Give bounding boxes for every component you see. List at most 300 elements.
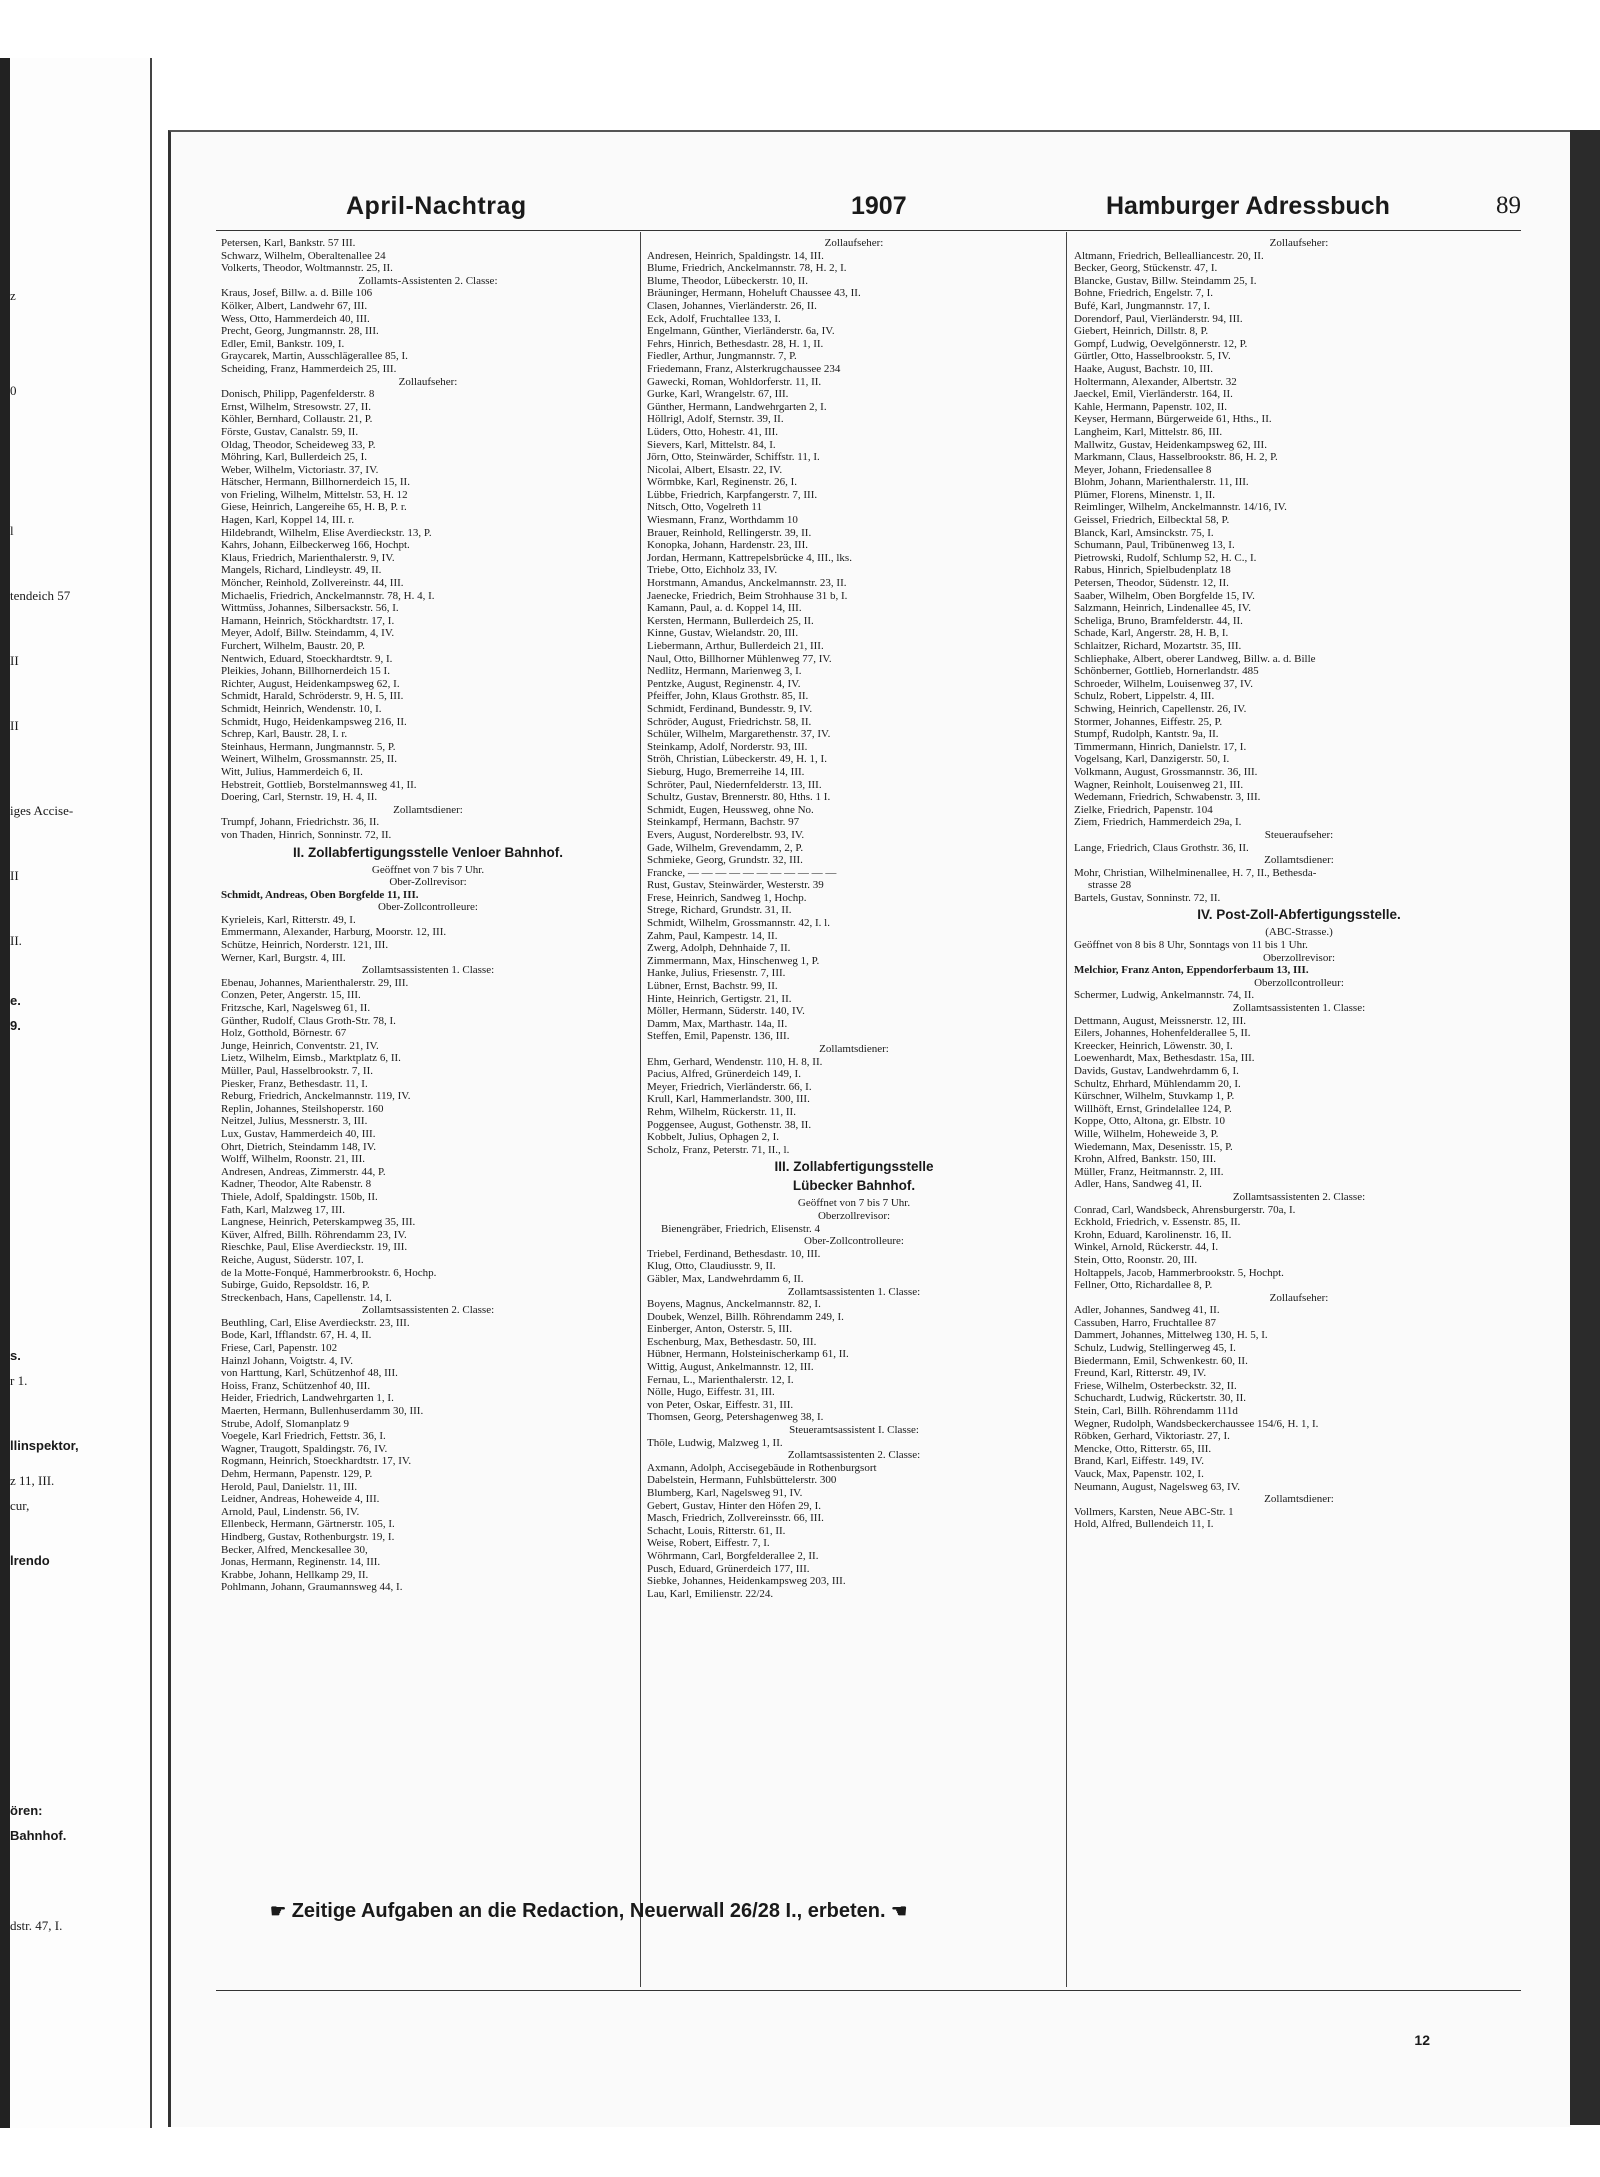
directory-entry: Gäbler, Max, Landwehrdamm 6, II. <box>647 1272 804 1285</box>
directory-entry: Schulz, Robert, Lippelstr. 4, III. <box>1074 690 1215 703</box>
column-divider-1 <box>640 232 641 1987</box>
left-fragment-text: II. <box>10 933 22 948</box>
directory-entry: Weinert, Wilhelm, Grossmannstr. 25, II. <box>221 753 397 766</box>
directory-entry: Dabelstein, Hermann, Fuhlsbüttelerstr. 300 <box>647 1474 837 1487</box>
header-year: 1907 <box>851 192 907 220</box>
directory-entry: Schmidt, Heinrich, Wendenstr. 10, I. <box>221 702 382 715</box>
directory-entry: Nentwich, Eduard, Stoeckhardtstr. 9, I. <box>221 652 393 665</box>
directory-entry: Andresen, Heinrich, Spaldingstr. 14, III. <box>647 249 824 262</box>
directory-entry: Gompf, Ludwig, Oevelgönnerstr. 12, P. <box>1074 337 1248 350</box>
directory-entry: Gebert, Gustav, Hinter den Höfen 29, I. <box>647 1499 822 1512</box>
directory-entry: Hildebrandt, Wilhelm, Elise Averdieckstr. 13, P. <box>221 526 432 539</box>
role-heading: Ober-Zollcontrolleure: <box>378 901 478 914</box>
directory-entry: Schultz, Gustav, Brennerstr. 80, Hths. 1 I. <box>647 791 831 804</box>
directory-entry: Scholz, Franz, Peterstr. 71, II., l. <box>647 1143 790 1156</box>
role-heading: Zollamtsassistenten 2. Classe: <box>787 1449 921 1462</box>
directory-entry: Vauck, Max, Papenstr. 102, I. <box>1074 1468 1204 1480</box>
directory-entry: Strube, Adolf, Slomanplatz 9 <box>221 1417 350 1430</box>
directory-entry: Edler, Emil, Bankstr. 109, I. <box>221 337 345 350</box>
directory-entry: Gurke, Karl, Wrangelstr. 67, III. <box>647 388 789 401</box>
directory-entry: Pleikies, Johann, Billhornerdeich 15 I. <box>221 665 390 678</box>
directory-entry: Giese, Heinrich, Langereihe 65, H. B, P. r. <box>221 501 407 514</box>
directory-entry: Einberger, Anton, Osterstr. 5, III. <box>647 1323 793 1336</box>
directory-entry: Adler, Johannes, Sandweg 41, II. <box>1074 1304 1220 1317</box>
left-fragment-text: II <box>10 868 19 883</box>
directory-entry: Poggensee, August, Gothenstr. 38, II. <box>647 1118 812 1131</box>
directory-entry: Dammert, Johannes, Mittelweg 130, H. 5, I. <box>1074 1329 1268 1342</box>
directory-entry: Lange, Friedrich, Claus Grothstr. 36, II. <box>1074 841 1249 854</box>
left-fragment-text: e. <box>10 993 21 1008</box>
directory-entry: Keyser, Hermann, Bürgerweide 61, Hths., II. <box>1074 413 1272 426</box>
page-header <box>216 192 1521 228</box>
directory-entry: Schade, Karl, Angerstr. 28, H. B, I. <box>1074 627 1229 640</box>
directory-entry: Strege, Richard, Grundstr. 31, II. <box>647 904 792 917</box>
directory-entry: Schlaitzer, Richard, Mozartstr. 35, III. <box>1074 640 1242 652</box>
role-heading: Zollaufseher: <box>398 375 458 388</box>
section-heading: II. Zollabfertigungsstelle Venloer Bahnhof. <box>292 844 564 860</box>
directory-entry: Zahm, Paul, Kampestr. 14, II. <box>647 929 778 942</box>
directory-entry: Pacius, Alfred, Grünerdeich 149, I. <box>647 1068 801 1081</box>
directory-entry: Hagen, Karl, Koppel 14, III. r. <box>221 514 355 527</box>
directory-entry: Jaenecke, Friedrich, Beim Strohhause 31 b, I. <box>647 589 848 602</box>
directory-entry: Maerten, Hermann, Bullenhuserdamm 30, III. <box>221 1405 424 1418</box>
directory-entry: Wittmüss, Johannes, Silbersackstr. 56, I. <box>221 602 399 615</box>
directory-entry: Vogelsang, Karl, Danzigerstr. 50, I. <box>1074 753 1230 766</box>
directory-entry: Furchert, Wilhelm, Baustr. 20, P. <box>221 640 365 652</box>
directory-entry: Saaber, Wilhelm, Oben Borgfelde 15, IV. <box>1074 589 1255 602</box>
directory-entry: Loewenhardt, Max, Bethesdastr. 15a, III. <box>1074 1052 1255 1065</box>
directory-entry: Scheliga, Bruno, Bramfelderstr. 44, II. <box>1074 614 1243 627</box>
directory-entry: Schmieke, Georg, Grundstr. 32, III. <box>647 854 803 867</box>
directory-entry: Adler, Hans, Sandweg 41, II. <box>1074 1178 1202 1191</box>
directory-entry: Petersen, Karl, Bankstr. 57 III. <box>221 237 356 249</box>
directory-entry: Markmann, Claus, Hasselbrookstr. 86, H. 2, P. <box>1074 451 1278 464</box>
role-heading: Zollamtsassistenten 1. Classe: <box>361 964 495 977</box>
directory-entry: Friese, Carl, Papenstr. 102 <box>221 1342 338 1355</box>
role-heading: Oberzollcontrolleur: <box>1254 976 1344 989</box>
directory-entry: Bienengräber, Friedrich, Elisenstr. 4 <box>661 1222 821 1235</box>
directory-entry: Blanck, Karl, Amsinckstr. 75, I. <box>1074 526 1214 539</box>
directory-entry: Fernau, L., Marienthalerstr. 12, I. <box>647 1373 794 1386</box>
directory-entry: Becker, Georg, Stückenstr. 47, I. <box>1074 262 1218 275</box>
directory-entry: Dorendorf, Paul, Vierländerstr. 94, III. <box>1074 312 1243 325</box>
directory-entry: Vollmers, Karsten, Neue ABC-Str. 1 <box>1074 1505 1234 1518</box>
directory-entry: Schliephake, Albert, oberer Landweg, Billw. a. d. Bille <box>1074 652 1316 665</box>
directory-entry: Ziem, Friedrich, Hammerdeich 29a, I. <box>1074 816 1242 829</box>
directory-entry: Sieburg, Hugo, Bremerreihe 14, III. <box>647 765 805 778</box>
directory-entry: Triebe, Otto, Eichholz 33, IV. <box>647 564 778 577</box>
directory-entry: Schütze, Heinrich, Norderstr. 121, III. <box>221 939 389 952</box>
directory-entry: Horstmann, Amandus, Anckelmannstr. 23, II. <box>647 577 847 590</box>
left-fragment-text: ören: <box>10 1803 43 1818</box>
directory-entry: Leidner, Andreas, Hoheweide 4, III. <box>221 1493 380 1506</box>
directory-entry: Lux, Gustav, Hammerdeich 40, III. <box>221 1127 376 1140</box>
directory-entry: Richter, August, Heidenkampsweg 62, I. <box>221 677 400 690</box>
directory-entry: Hanke, Julius, Friesenstr. 7, III. <box>647 967 786 980</box>
left-fragment-text: iges Accise- <box>10 803 74 818</box>
directory-entry: Donisch, Philipp, Pagenfelderstr. 8 <box>221 388 375 401</box>
directory-entry: Pfeiffer, John, Klaus Grothstr. 85, II. <box>647 690 809 703</box>
directory-entry: Geissel, Friedrich, Eilbecktal 58, P. <box>1074 514 1230 527</box>
directory-entry: Stein, Carl, Billh. Röhrendamm 111d <box>1074 1405 1238 1418</box>
directory-entry: Kürschner, Wilhelm, Stuvkamp 1, P. <box>1074 1090 1235 1103</box>
directory-entry: Freund, Karl, Ritterstr. 49, IV. <box>1074 1367 1207 1380</box>
directory-entry: Wolff, Wilhelm, Roonstr. 21, III. <box>221 1153 366 1166</box>
directory-entry: Bode, Karl, Ifflandstr. 67, H. 4, II. <box>221 1329 372 1342</box>
directory-entry: Schumann, Paul, Tribünenweg 13, I. <box>1074 539 1235 552</box>
directory-entry: Wedemann, Friedrich, Schwabenstr. 3, III. <box>1074 791 1261 804</box>
directory-entry: Lietz, Wilhelm, Eimsb., Marktplatz 6, II. <box>221 1052 401 1065</box>
directory-entry: Pietrowski, Rudolf, Schlump 52, H. C., I. <box>1074 551 1257 564</box>
directory-entry: Melchior, Franz Anton, Eppendorferbaum 13, III. <box>1074 964 1309 977</box>
left-fragment-text: Bahnhof. <box>10 1828 67 1843</box>
directory-entry: Kölker, Albert, Landwehr 67, III. <box>221 299 368 312</box>
directory-entry: Rogmann, Heinrich, Stoeckhardtstr. 17, IV. <box>221 1455 412 1468</box>
directory-entry: Wöhrmann, Carl, Borgfelderallee 2, II. <box>647 1549 819 1562</box>
directory-entry: Blume, Theodor, Lübeckerstr. 10, II. <box>647 274 808 287</box>
directory-entry: Eilers, Johannes, Hohenfelderallee 5, II. <box>1074 1027 1251 1040</box>
directory-entry: Siebke, Johannes, Heidenkampsweg 203, III. <box>647 1575 846 1588</box>
directory-entry: Jordan, Hermann, Kattrepelsbrücke 4, III., lks. <box>647 551 852 564</box>
directory-entry: Schroeder, Wilhelm, Louisenweg 37, IV. <box>1074 677 1253 690</box>
directory-entry: Petersen, Theodor, Südenstr. 12, II. <box>1074 577 1229 590</box>
left-fragment-text: II <box>10 653 19 668</box>
directory-entry: Subirge, Guido, Repsoldstr. 16, P. <box>221 1279 370 1292</box>
directory-entry: Fehrs, Hinrich, Bethesdastr. 28, H. 1, II. <box>647 337 824 350</box>
directory-entry: Steinhaus, Hermann, Jungmannstr. 5, P. <box>221 740 396 753</box>
directory-entry: Plümer, Florens, Minenstr. 1, II. <box>1074 488 1216 501</box>
directory-entry: Naul, Otto, Billhorner Mühlenweg 77, IV. <box>647 652 832 665</box>
directory-entry: Ellenbeck, Hermann, Gärtnerstr. 105, I. <box>221 1518 395 1531</box>
directory-entry: Blancke, Gustav, Billw. Steindamm 25, I. <box>1074 274 1257 287</box>
directory-entry: Möncher, Reinhold, Zollvereinstr. 44, III. <box>221 577 404 590</box>
directory-entry: Küver, Alfred, Billh. Röhrendamm 23, IV. <box>221 1228 407 1241</box>
directory-entry: Ebenau, Johannes, Marienthalerstr. 29, III. <box>221 976 409 989</box>
directory-entry: Schmidt, Hugo, Heidenkampsweg 216, II. <box>221 715 407 728</box>
directory-entry: Timmermann, Hinrich, Danielstr. 17, I. <box>1074 740 1247 753</box>
directory-entry: Schacht, Louis, Ritterstr. 61, II. <box>647 1524 786 1537</box>
directory-entry: Pentzke, August, Reginenstr. 4, IV. <box>647 677 801 690</box>
directory-entry: Replin, Johannes, Steilshoperstr. 160 <box>221 1102 384 1115</box>
directory-entry: Jonas, Hermann, Reginenstr. 14, III. <box>221 1556 381 1569</box>
directory-entry: Eckhold, Friedrich, v. Essenstr. 85, II. <box>1074 1216 1241 1229</box>
directory-entry: Kobbelt, Julius, Ophagen 2, I. <box>647 1131 779 1144</box>
directory-entry: Nedlitz, Hermann, Marienweg 3, I. <box>647 665 802 678</box>
directory-entry: von Peter, Oskar, Eiffestr. 31, III. <box>647 1398 794 1411</box>
directory-entry: Wegner, Rudolph, Wandsbeckerchaussee 154/6, H. 1, I. <box>1074 1417 1319 1430</box>
directory-entry: Fellner, Otto, Richardallee 8, P. <box>1074 1279 1213 1292</box>
directory-entry: Hinte, Heinrich, Gertigstr. 21, II. <box>647 992 792 1005</box>
left-page-fragment <box>0 58 152 2128</box>
column-1 <box>221 237 635 1992</box>
directory-entry: Graycarek, Martin, Ausschlägerallee 85, I. <box>221 350 408 363</box>
directory-entry: Müller, Paul, Hasselbrookstr. 7, II. <box>221 1065 374 1077</box>
directory-entry: Bufé, Karl, Jungmannstr. 17, I. <box>1074 299 1210 312</box>
directory-entry: Klug, Otto, Claudiusstr. 9, II. <box>647 1260 776 1273</box>
directory-entry: Altmann, Friedrich, Bellealliancestr. 20, II. <box>1074 249 1264 262</box>
directory-entry: Rust, Gustav, Steinwärder, Westerstr. 39 <box>647 879 824 892</box>
directory-entry: Jörn, Otto, Steinwärder, Schiffstr. 11, I. <box>647 451 820 464</box>
left-fragment-text: 0 <box>10 383 17 398</box>
directory-entry: Langnese, Heinrich, Peterskampweg 35, III. <box>221 1216 416 1229</box>
directory-entry: Holtermann, Alexander, Albertstr. 32 <box>1074 375 1237 388</box>
directory-entry: Köhler, Bernhard, Collaustr. 21, P. <box>221 413 373 426</box>
directory-entry: Klaus, Friedrich, Marienthalerstr. 9, IV. <box>221 551 395 564</box>
directory-entry: Günther, Hermann, Landwehrgarten 2, I. <box>647 400 827 413</box>
directory-entry: von Frieling, Wilhelm, Mittelstr. 53, H. 12 <box>221 488 408 501</box>
directory-entry: von Thaden, Hinrich, Sonninstr. 72, II. <box>221 828 392 841</box>
directory-entry: Rieschke, Paul, Elise Averdieckstr. 19, III. <box>221 1241 408 1254</box>
role-heading: Steueramtsassistent I. Classe: <box>789 1424 919 1437</box>
directory-entry: Reimlinger, Wilhelm, Anckelmannstr. 14/16, IV. <box>1074 501 1287 514</box>
directory-entry: Liebermann, Arthur, Bullerdeich 21, III. <box>647 640 824 652</box>
directory-entry: Jaeckel, Emil, Vierländerstr. 164, II. <box>1074 388 1233 401</box>
column-2 <box>647 237 1061 1992</box>
directory-entry: Davids, Gustav, Landwehrdamm 6, I. <box>1074 1065 1239 1077</box>
directory-entry: Schröder, August, Friedrichstr. 58, II. <box>647 715 812 728</box>
directory-entry: Zwerg, Adolph, Dehnhaide 7, II. <box>647 942 791 955</box>
left-fragment-text: s. <box>10 1348 21 1363</box>
directory-entry: Hainzl Johann, Voigtstr. 4, IV. <box>221 1354 354 1367</box>
directory-entry: Hold, Alfred, Bullendeich 11, I. <box>1074 1518 1214 1531</box>
directory-entry: Heider, Friedrich, Landwehrgarten 1, I. <box>221 1392 394 1405</box>
directory-entry: Stumpf, Rudolph, Kantstr. 9a, II. <box>1074 728 1219 741</box>
pointing-hand-icon: ☛ <box>270 1901 287 1921</box>
directory-entry: Masch, Friedrich, Zollvereinsstr. 66, III. <box>647 1512 824 1525</box>
directory-entry: Wiesmann, Franz, Worthdamm 10 <box>647 514 798 527</box>
page-edge-shadow <box>0 58 10 2128</box>
directory-entry: Mangels, Richard, Lindleystr. 49, II. <box>221 564 382 577</box>
directory-entry: Conzen, Peter, Angerstr. 15, III. <box>221 989 361 1002</box>
left-fragment-text: lrendo <box>10 1553 50 1568</box>
directory-entry: Reburg, Friedrich, Anckelmannstr. 119, IV. <box>221 1090 411 1103</box>
section-heading: III. Zollabfertigungsstelle <box>774 1159 934 1175</box>
directory-entry: Bohne, Friedrich, Engelstr. 7, I. <box>1074 287 1214 300</box>
directory-entry: Schmidt, Wilhelm, Grossmannstr. 42, I. l. <box>647 917 830 930</box>
directory-entry: Witt, Julius, Hammerdeich 6, II. <box>221 765 363 778</box>
directory-entry: Bräuninger, Hermann, Hoheluft Chaussee 43, II. <box>647 287 861 300</box>
directory-entry: Röbken, Gerhard, Viktoriastr. 27, I. <box>1074 1430 1230 1443</box>
directory-entry: Becker, Alfred, Menckesallee 30, <box>221 1543 368 1556</box>
directory-entry: Lau, Karl, Emilienstr. 22/24. <box>647 1587 774 1600</box>
directory-entry: Trumpf, Johann, Friedrichstr. 36, II. <box>221 816 380 829</box>
directory-entry: Giebert, Heinrich, Dillstr. 8, P. <box>1074 325 1209 338</box>
directory-entry: Rabus, Hinrich, Spielbudenplatz 18 <box>1074 564 1231 577</box>
directory-entry: Wörmbke, Karl, Reginenstr. 26, I. <box>647 476 797 489</box>
directory-entry: Schermer, Ludwig, Ankelmannstr. 74, II. <box>1074 989 1255 1002</box>
directory-entry: Wagner, Reinholt, Louisenweg 21, III. <box>1074 778 1244 791</box>
role-heading: Zollamts-Assistenten 2. Classe: <box>358 274 498 287</box>
footer-notice <box>270 1900 907 1923</box>
directory-entry: Werner, Karl, Burgstr. 4, III. <box>221 951 346 964</box>
directory-entry: Lübbe, Friedrich, Karpfangerstr. 7, III. <box>647 488 818 501</box>
directory-entry: Pusch, Eduard, Grünerdeich 177, III. <box>647 1562 810 1575</box>
directory-entry: Meyer, Johann, Friedensallee 8 <box>1074 463 1212 476</box>
role-heading: Zollamtsdiener: <box>1264 854 1334 867</box>
footer-rule <box>216 1990 1521 1991</box>
directory-entry: Fritzsche, Karl, Nagelsweg 61, II. <box>221 1002 371 1015</box>
directory-entry: Kahrs, Johann, Eilbeckerweg 166, Hochpt. <box>221 539 410 552</box>
column-divider-2 <box>1066 232 1067 1987</box>
role-heading: Zollamtsassistenten 1. Classe: <box>787 1285 921 1298</box>
directory-entry: Schröter, Paul, Niedernfelderstr. 13, III. <box>647 778 822 791</box>
pointing-hand-left-icon: ☚ <box>891 1901 908 1921</box>
role-heading: Steueraufseher: <box>1264 828 1334 841</box>
directory-entry: Dettmann, August, Meissnerstr. 12, III. <box>1074 1014 1247 1027</box>
section-heading: Lübecker Bahnhof. <box>792 1178 916 1194</box>
directory-entry: Kahle, Hermann, Papenstr. 102, II. <box>1074 400 1228 413</box>
directory-entry: Eschenburg, Max, Bethesdastr. 50, III. <box>647 1335 817 1348</box>
directory-entry: Fath, Karl, Malzweg 17, III. <box>221 1203 346 1216</box>
directory-entry: Neitzel, Julius, Messnerstr. 3, III. <box>221 1115 368 1128</box>
directory-entry: Doubek, Wenzel, Billh. Röhrendamm 249, I. <box>647 1310 844 1323</box>
directory-entry: Höllrigl, Adolf, Sternstr. 39, II. <box>647 413 784 426</box>
directory-entry: Fiedler, Arthur, Jungmannstr. 7, P. <box>647 350 797 363</box>
footer-text: Zeitige Aufgaben an die Redaction, Neuerwall 26/28 I., erbeten. <box>291 1900 886 1922</box>
directory-entry: Krohn, Alfred, Bankstr. 150, III. <box>1074 1153 1217 1166</box>
directory-entry: Hübner, Hermann, Holsteinischerkamp 61, II. <box>647 1348 849 1361</box>
left-fragment-text: dstr. 47, I. <box>10 1918 63 1933</box>
role-heading: Zollamtsassistenten 1. Classe: <box>1232 1002 1366 1015</box>
directory-entry: Conrad, Carl, Wandsbeck, Ahrensburgerstr. 70a, I. <box>1074 1203 1296 1216</box>
directory-entry: Steffen, Emil, Papenstr. 136, III. <box>647 1030 790 1043</box>
directory-entry: Damm, Max, Marthastr. 14a, II. <box>647 1017 788 1030</box>
directory-entry: Ehm, Gerhard, Wendenstr. 110, H. 8, II. <box>647 1055 823 1068</box>
role-heading: Ober-Zollrevisor: <box>389 876 467 889</box>
role-heading: (ABC-Strasse.) <box>1265 926 1333 939</box>
directory-entry: Streckenbach, Hans, Capellenstr. 14, I. <box>221 1291 392 1304</box>
directory-entry: Zielke, Friedrich, Papenstr. 104 <box>1074 803 1213 816</box>
directory-entry: Krabbe, Johann, Hellkamp 29, II. <box>221 1568 369 1581</box>
directory-entry: Nicolai, Albert, Elsastr. 22, IV. <box>647 463 783 476</box>
directory-entry: Wille, Wilhelm, Hoheweide 3, P. <box>1074 1127 1219 1140</box>
left-fragment-text: z <box>10 288 16 303</box>
sheet-mark: 12 <box>1414 2032 1430 2048</box>
directory-entry: Brand, Karl, Eiffestr. 149, IV. <box>1074 1455 1205 1468</box>
directory-entry: Sievers, Karl, Mittelstr. 84, I. <box>647 438 776 451</box>
directory-entry: Hoiss, Franz, Schützenhof 40, III. <box>221 1379 371 1392</box>
directory-entry: Bartels, Gustav, Sonninstr. 72, II. <box>1074 891 1221 904</box>
directory-entry: Reiche, August, Süderstr. 107, I. <box>221 1253 364 1266</box>
directory-entry: de la Motte-Fonqué, Hammerbrookstr. 6, Hochp. <box>221 1266 437 1279</box>
left-fragment-text: cur, <box>10 1498 30 1513</box>
directory-entry: Clasen, Johannes, Vierländerstr. 26, II. <box>647 299 817 312</box>
directory-entry: Holtappels, Jacob, Hammerbrookstr. 5, Hochpt. <box>1074 1266 1284 1279</box>
directory-entry: Hindberg, Gustav, Rothenburgstr. 19, I. <box>221 1530 395 1543</box>
directory-entry: Willhöft, Ernst, Grindelallee 124, P. <box>1074 1102 1232 1115</box>
role-heading: Zollaufseher: <box>1269 237 1329 249</box>
directory-entry: Doering, Carl, Sternstr. 19, H. 4, II. <box>221 791 378 804</box>
header-title: Hamburger Adressbuch <box>1106 192 1390 220</box>
directory-entry: Wittig, August, Ankelmannstr. 12, III. <box>647 1361 814 1374</box>
directory-entry: Cassuben, Harro, Fruchtallee 87 <box>1074 1316 1217 1329</box>
role-heading: Zollamtsdiener: <box>1264 1493 1334 1506</box>
directory-entry: Kraus, Josef, Billw. a. d. Bille 106 <box>221 287 373 300</box>
directory-entry: Schmidt, Ferdinand, Bundesstr. 9, IV. <box>647 702 813 715</box>
book-spine <box>1570 130 1600 2125</box>
directory-entry: Kamann, Paul, a. d. Koppel 14, III. <box>647 602 802 615</box>
directory-entry: Meyer, Friedrich, Vierländerstr. 66, I. <box>647 1080 812 1093</box>
directory-entry: Blumberg, Karl, Nagelsweg 91, IV. <box>647 1487 803 1499</box>
directory-entry: Arnold, Paul, Lindenstr. 56, IV. <box>221 1505 360 1518</box>
role-heading: Geöffnet von 7 bis 7 Uhr. <box>371 863 485 876</box>
directory-entry: Krull, Karl, Hammerlandstr. 300, III. <box>647 1093 810 1106</box>
directory-entry: Blohm, Johann, Marienthalerstr. 11, III. <box>1074 476 1249 489</box>
directory-entry: Weise, Robert, Eiffestr. 7, I. <box>647 1537 770 1550</box>
directory-entry: Müller, Franz, Heitmannstr. 2, III. <box>1074 1165 1224 1178</box>
directory-entry: Biedermann, Emil, Schwenkestr. 60, II. <box>1074 1354 1248 1367</box>
directory-entry: Mallwitz, Gustav, Heidenkampsweg 62, III. <box>1074 438 1267 451</box>
directory-entry: Thöle, Ludwig, Malzweg 1, II. <box>647 1436 783 1449</box>
directory-entry: Volkmann, August, Grossmannstr. 36, III. <box>1074 765 1258 778</box>
directory-entry: Herold, Paul, Danielstr. 11, III. <box>221 1480 358 1493</box>
directory-entry: Axmann, Adolph, Accisegebäude in Rothenburgsort <box>647 1461 877 1474</box>
role-heading: Zollaufseher: <box>1269 1291 1329 1304</box>
directory-entry: Schmidt, Eugen, Heussweg, ohne No. <box>647 803 814 816</box>
directory-entry: Voegele, Karl Friedrich, Fettstr. 36, I. <box>221 1430 386 1443</box>
directory-entry: Steinkampf, Hermann, Bachstr. 97 <box>647 816 800 829</box>
directory-entry: Francke, — — — — — — — — — — — <box>647 866 837 879</box>
directory-entry: Schwarz, Wilhelm, Oberaltenallee 24 <box>221 249 386 262</box>
directory-entry: Triebel, Ferdinand, Bethesdastr. 10, III. <box>647 1247 821 1260</box>
left-fragment-text: llinspektor, <box>10 1438 79 1453</box>
directory-entry: Meyer, Adolf, Billw. Steindamm, 4, IV. <box>221 627 395 640</box>
directory-entry: Wagner, Traugott, Spaldingstr. 76, IV. <box>221 1442 388 1455</box>
directory-entry: Mohr, Christian, Wilhelminenallee, H. 7, II., Bethesda- <box>1074 866 1317 879</box>
left-fragment-text: II <box>10 718 19 733</box>
directory-entry: Stein, Otto, Roonstr. 20, III. <box>1074 1253 1198 1266</box>
directory-entry: Rehm, Wilhelm, Rückerstr. 11, II. <box>647 1105 796 1118</box>
left-fragment-text: tendeich 57 <box>10 588 71 603</box>
left-fragment-text: l <box>10 523 14 538</box>
directory-entry: Zimmermann, Max, Hinschenweg 1, P. <box>647 954 820 967</box>
directory-entry: Nölle, Hugo, Eiffestr. 31, III. <box>647 1386 775 1399</box>
directory-entry: Stormer, Johannes, Eiffestr. 25, P. <box>1074 715 1223 728</box>
directory-entry: Koppe, Otto, Altona, gr. Elbstr. 10 <box>1074 1115 1225 1128</box>
directory-entry: Lübner, Ernst, Bachstr. 99, II. <box>647 980 778 993</box>
directory-entry: Schrep, Karl, Baustr. 28, I. r. <box>221 728 348 741</box>
header-rule <box>216 230 1521 231</box>
directory-page <box>168 130 1571 2127</box>
directory-entry: Salzmann, Heinrich, Lindenallee 45, IV. <box>1074 602 1251 615</box>
role-heading: Zollamtsassistenten 2. Classe: <box>1232 1190 1366 1203</box>
directory-entry: Thomsen, Georg, Petershagenweg 38, I. <box>647 1411 824 1424</box>
directory-entry: Piesker, Franz, Bethesdastr. 11, I. <box>221 1077 368 1090</box>
directory-entry: Frese, Heinrich, Sandweg 1, Hochp. <box>647 891 807 904</box>
directory-entry: Ernst, Wilhelm, Stresowstr. 27, II. <box>221 400 371 413</box>
directory-entry: Schulz, Ludwig, Stellingerweg 45, I. <box>1074 1342 1236 1355</box>
directory-entry: Schwing, Heinrich, Capellenstr. 26, IV. <box>1074 702 1247 715</box>
directory-entry: Winkel, Arnold, Rückerstr. 44, I. <box>1074 1241 1219 1254</box>
directory-entry: Friedemann, Franz, Alsterkrugchaussee 234 <box>647 362 841 375</box>
role-heading: Zollamtsassistenten 2. Classe: <box>361 1304 495 1317</box>
directory-entry: von Harttung, Karl, Schützenhof 48, III. <box>221 1367 398 1380</box>
role-heading: Zollamtsdiener: <box>393 803 463 816</box>
directory-entry: Precht, Georg, Jungmannstr. 28, III. <box>221 325 379 338</box>
directory-entry: Gürtler, Otto, Hasselbrookstr. 5, IV. <box>1074 350 1231 363</box>
left-fragment-text: z 11, III. <box>10 1473 55 1488</box>
directory-entry: Scheiding, Franz, Hammerdeich 25, III. <box>221 362 397 375</box>
directory-entry: Konopka, Johann, Hardenstr. 23, III. <box>647 539 808 552</box>
directory-entry: Brauer, Reinhold, Rellingerstr. 39, II. <box>647 526 812 539</box>
directory-entry: Ströh, Christian, Lübeckerstr. 49, H. 1, I. <box>647 753 827 766</box>
directory-entry: Lüders, Otto, Hohestr. 41, III. <box>647 425 779 438</box>
header-left: April-Nachtrag <box>346 192 527 220</box>
directory-entry: Möller, Hermann, Süderstr. 140, IV. <box>647 1005 805 1018</box>
directory-entry: Blume, Friedrich, Anckelmannstr. 78, H. 2, I. <box>647 262 847 275</box>
column-3 <box>1074 237 1524 1992</box>
directory-entry: Boyens, Magnus, Anckelmannstr. 82, I. <box>647 1298 821 1311</box>
